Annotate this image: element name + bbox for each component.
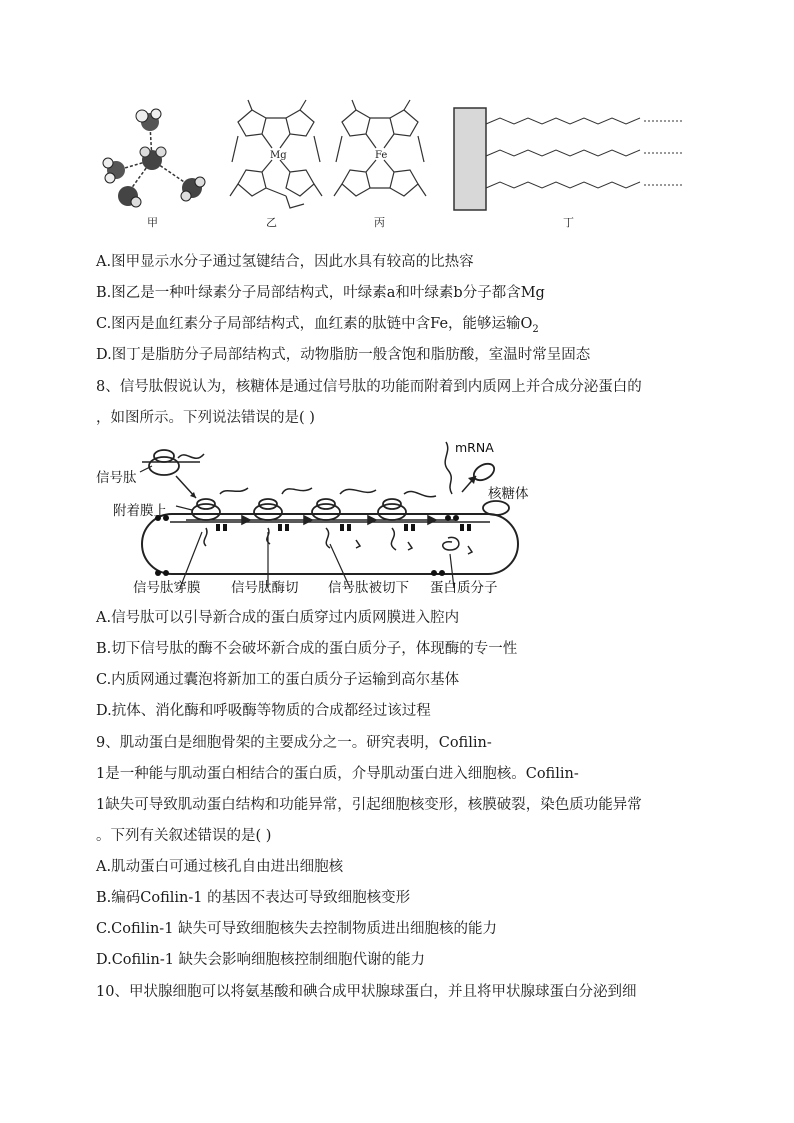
- q9-stem-line2: 1是一种能与肌动蛋白相结合的蛋白质，介导肌动蛋白进入细胞核。Cofilin-: [96, 766, 579, 782]
- q9-option-b: B.编码Cofilin-1 的基因不表达可导致细胞核变形: [96, 890, 411, 906]
- q9-stem-line1: 9、肌动蛋白是细胞骨架的主要成分之一。研究表明，Cofilin-: [96, 735, 492, 751]
- diagram-label-enzyme-cut: 信号肽酶切: [231, 580, 299, 596]
- figure-ding-fat: [454, 108, 684, 210]
- q7-option-c-subscript: 2: [532, 323, 539, 335]
- figure-label-bing: 丙: [374, 216, 385, 229]
- q7-option-d: D.图丁是脂肪分子局部结构式，动物脂肪一般含饱和脂肪酸，室温时常呈固态: [96, 347, 591, 363]
- q10-stem-line1: 10、甲状腺细胞可以将氨基酸和碘合成甲状腺球蛋白，并且将甲状腺球蛋白分泌到细: [96, 984, 637, 1000]
- q9-stem-line4: 。下列有关叙述错误的是( ): [96, 828, 272, 844]
- diagram-label-attach-membrane: 附着膜上: [113, 503, 167, 519]
- q9-option-d: D.Cofilin-1 缺失会影响细胞核控制细胞代谢的能力: [96, 952, 426, 968]
- diagram-label-cut-off: 信号肽被切下: [328, 580, 409, 596]
- diagram-label-mrna: mRNA: [455, 440, 494, 455]
- q8-option-a: A.信号肽可以引导新合成的蛋白质穿过内质网膜进入腔内: [96, 610, 460, 626]
- q7-option-c: [96, 314, 539, 340]
- q8-stem-line2: ，如图所示。下列说法错误的是( ): [96, 410, 315, 426]
- q7-option-a: A.图甲显示水分子通过氢键结合，因此水具有较高的比热容: [96, 254, 474, 270]
- q9-option-c: C.Cofilin-1 缺失可导致细胞核失去控制物质进出细胞核的能力: [96, 921, 498, 937]
- figure-jia-water: [103, 109, 205, 207]
- diagram-label-cross-membrane: 信号肽穿膜: [133, 580, 201, 596]
- figure-label-jia: 甲: [147, 216, 158, 229]
- q8-option-b: B.切下信号肽的酶不会破坏新合成的蛋白质分子，体现酶的专一性: [96, 641, 518, 657]
- q7-option-c-text: C.图丙是血红素分子局部结构式，血红素的肽链中含Fe，能够运输O: [96, 316, 533, 332]
- molecule-figure: [0, 0, 794, 245]
- diagram-label-ribosome: 核糖体: [488, 486, 529, 502]
- q9-stem-line3: 1缺失可导致肌动蛋白结构和功能异常，引起细胞核变形，核膜破裂，染色质功能异常: [96, 797, 642, 813]
- figure-label-yi: 乙: [266, 216, 277, 229]
- q7-option-b: B.图乙是一种叶绿素分子局部结构式，叶绿素a和叶绿素b分子都含Mg: [96, 285, 545, 301]
- figure-label-ding: 丁: [563, 216, 574, 229]
- q8-option-d: D.抗体、消化酶和呼吸酶等物质的合成都经过该过程: [96, 703, 431, 719]
- fe-label: Fe: [375, 150, 388, 161]
- q9-option-a: A.肌动蛋白可通过核孔自由进出细胞核: [96, 859, 344, 875]
- figure-bing-heme: [334, 100, 426, 196]
- q8-stem-line1: 8、信号肽假说认为，核糖体是通过信号肽的功能而附着到内质网上并合成分泌蛋白的: [96, 379, 642, 395]
- mg-label: Mg: [270, 150, 287, 161]
- q8-option-c: C.内质网通过囊泡将新加工的蛋白质分子运输到高尔基体: [96, 672, 460, 688]
- diagram-label-signal-peptide: 信号肽: [96, 470, 137, 486]
- diagram-label-protein: 蛋白质分子: [430, 580, 498, 596]
